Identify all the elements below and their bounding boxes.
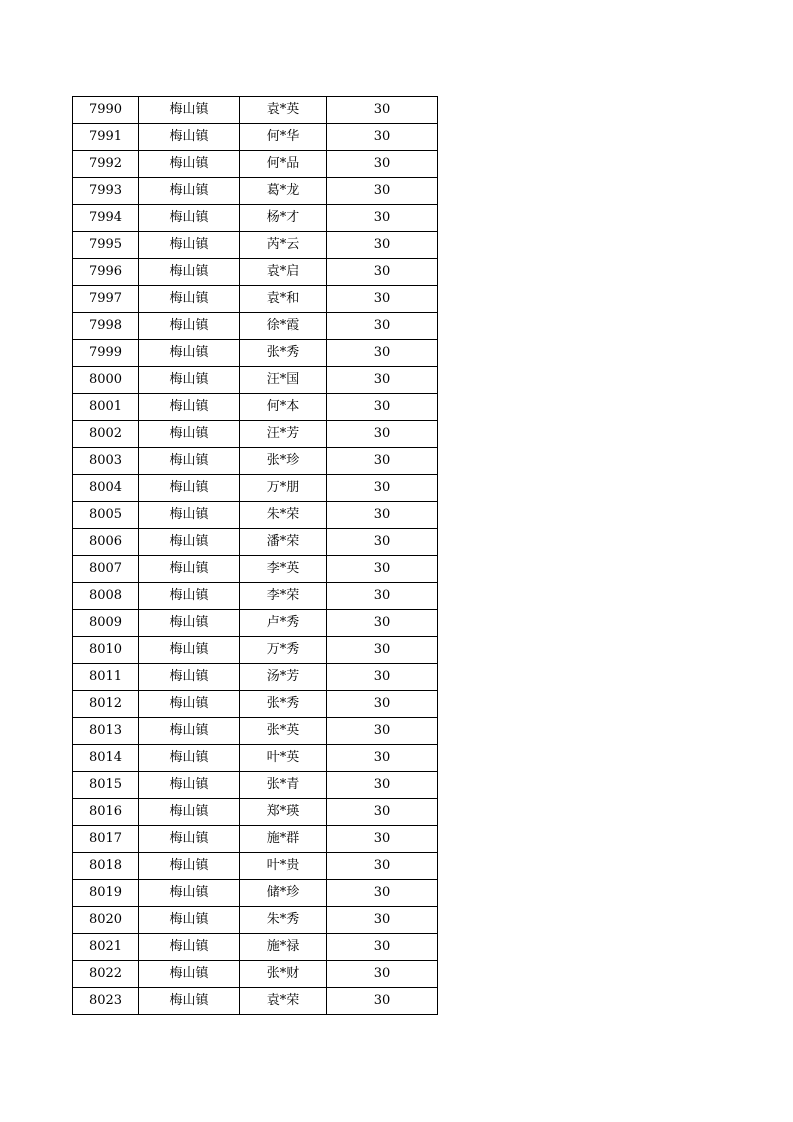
person-name-cell: 万*秀 [240,637,327,664]
row-number-cell: 7996 [73,259,139,286]
amount-cell: 30 [327,421,438,448]
amount-cell: 30 [327,988,438,1015]
amount-cell: 30 [327,583,438,610]
town-cell: 梅山镇 [139,205,240,232]
person-name-cell: 叶*英 [240,745,327,772]
person-name-cell: 朱*秀 [240,907,327,934]
row-number-cell: 8021 [73,934,139,961]
town-cell: 梅山镇 [139,556,240,583]
amount-cell: 30 [327,394,438,421]
table-row [73,205,438,232]
town-cell: 梅山镇 [139,529,240,556]
table-row [73,151,438,178]
row-number-cell: 8012 [73,691,139,718]
person-name-cell: 施*禄 [240,934,327,961]
person-name-cell: 朱*荣 [240,502,327,529]
person-name-cell: 潘*荣 [240,529,327,556]
amount-cell: 30 [327,691,438,718]
person-name-cell: 李*荣 [240,583,327,610]
town-cell: 梅山镇 [139,637,240,664]
table-row [73,610,438,637]
person-name-cell: 张*秀 [240,691,327,718]
table-row [73,259,438,286]
table-row [73,826,438,853]
amount-cell: 30 [327,610,438,637]
row-number-cell: 8007 [73,556,139,583]
person-name-cell: 袁*荣 [240,988,327,1015]
row-number-cell: 8001 [73,394,139,421]
person-name-cell: 张*珍 [240,448,327,475]
amount-cell: 30 [327,502,438,529]
person-name-cell: 何*品 [240,151,327,178]
town-cell: 梅山镇 [139,502,240,529]
row-number-cell: 7999 [73,340,139,367]
row-number-cell: 7993 [73,178,139,205]
town-cell: 梅山镇 [139,988,240,1015]
person-name-cell: 杨*才 [240,205,327,232]
table-row [73,475,438,502]
row-number-cell: 7997 [73,286,139,313]
amount-cell: 30 [327,259,438,286]
town-cell: 梅山镇 [139,664,240,691]
row-number-cell: 8000 [73,367,139,394]
row-number-cell: 8011 [73,664,139,691]
row-number-cell: 8014 [73,745,139,772]
town-cell: 梅山镇 [139,826,240,853]
table-row [73,880,438,907]
row-number-cell: 8022 [73,961,139,988]
town-cell: 梅山镇 [139,934,240,961]
town-cell: 梅山镇 [139,718,240,745]
town-cell: 梅山镇 [139,340,240,367]
table-body [73,97,438,1015]
amount-cell: 30 [327,313,438,340]
person-name-cell: 张*财 [240,961,327,988]
row-number-cell: 8018 [73,853,139,880]
table-row [73,178,438,205]
amount-cell: 30 [327,205,438,232]
amount-cell: 30 [327,475,438,502]
table-row [73,637,438,664]
table-row [73,583,438,610]
amount-cell: 30 [327,934,438,961]
row-number-cell: 8015 [73,772,139,799]
amount-cell: 30 [327,826,438,853]
amount-cell: 30 [327,340,438,367]
amount-cell: 30 [327,961,438,988]
town-cell: 梅山镇 [139,475,240,502]
row-number-cell: 7991 [73,124,139,151]
row-number-cell: 8009 [73,610,139,637]
row-number-cell: 8019 [73,880,139,907]
table-row [73,988,438,1015]
amount-cell: 30 [327,151,438,178]
town-cell: 梅山镇 [139,745,240,772]
amount-cell: 30 [327,907,438,934]
amount-cell: 30 [327,448,438,475]
person-name-cell: 袁*启 [240,259,327,286]
row-number-cell: 8010 [73,637,139,664]
person-name-cell: 张*青 [240,772,327,799]
town-cell: 梅山镇 [139,583,240,610]
table-row [73,448,438,475]
town-cell: 梅山镇 [139,421,240,448]
table-row [73,691,438,718]
table-row [73,529,438,556]
person-name-cell: 张*英 [240,718,327,745]
row-number-cell: 8016 [73,799,139,826]
town-cell: 梅山镇 [139,691,240,718]
person-name-cell: 叶*贵 [240,853,327,880]
table-row [73,745,438,772]
town-cell: 梅山镇 [139,880,240,907]
person-name-cell: 芮*云 [240,232,327,259]
table-row [73,394,438,421]
town-cell: 梅山镇 [139,124,240,151]
table-row [73,313,438,340]
table-row [73,367,438,394]
town-cell: 梅山镇 [139,448,240,475]
row-number-cell: 8002 [73,421,139,448]
town-cell: 梅山镇 [139,772,240,799]
amount-cell: 30 [327,853,438,880]
town-cell: 梅山镇 [139,853,240,880]
person-name-cell: 施*群 [240,826,327,853]
amount-cell: 30 [327,556,438,583]
town-cell: 梅山镇 [139,232,240,259]
town-cell: 梅山镇 [139,961,240,988]
town-cell: 梅山镇 [139,394,240,421]
row-number-cell: 8003 [73,448,139,475]
row-number-cell: 7992 [73,151,139,178]
person-name-cell: 汪*国 [240,367,327,394]
row-number-cell: 8005 [73,502,139,529]
town-cell: 梅山镇 [139,178,240,205]
table-row [73,340,438,367]
table-row [73,124,438,151]
table-row [73,772,438,799]
amount-cell: 30 [327,664,438,691]
amount-cell: 30 [327,745,438,772]
person-name-cell: 万*朋 [240,475,327,502]
person-name-cell: 何*本 [240,394,327,421]
row-number-cell: 8020 [73,907,139,934]
amount-cell: 30 [327,232,438,259]
row-number-cell: 7995 [73,232,139,259]
table-row [73,502,438,529]
row-number-cell: 8008 [73,583,139,610]
row-number-cell: 8023 [73,988,139,1015]
town-cell: 梅山镇 [139,313,240,340]
person-name-cell: 袁*和 [240,286,327,313]
table-row [73,556,438,583]
amount-cell: 30 [327,529,438,556]
amount-cell: 30 [327,367,438,394]
person-name-cell: 何*华 [240,124,327,151]
town-cell: 梅山镇 [139,286,240,313]
amount-cell: 30 [327,637,438,664]
table-row [73,718,438,745]
row-number-cell: 8017 [73,826,139,853]
person-name-cell: 李*英 [240,556,327,583]
amount-cell: 30 [327,286,438,313]
table-row [73,421,438,448]
person-name-cell: 张*秀 [240,340,327,367]
table-row [73,286,438,313]
table-row [73,853,438,880]
row-number-cell: 7994 [73,205,139,232]
table-row [73,232,438,259]
person-name-cell: 徐*霞 [240,313,327,340]
person-name-cell: 郑*瑛 [240,799,327,826]
row-number-cell: 8013 [73,718,139,745]
town-cell: 梅山镇 [139,259,240,286]
amount-cell: 30 [327,124,438,151]
table-row [73,799,438,826]
person-name-cell: 汪*芳 [240,421,327,448]
row-number-cell: 8004 [73,475,139,502]
amount-cell: 30 [327,178,438,205]
town-cell: 梅山镇 [139,367,240,394]
amount-cell: 30 [327,772,438,799]
town-cell: 梅山镇 [139,799,240,826]
row-number-cell: 8006 [73,529,139,556]
town-cell: 梅山镇 [139,610,240,637]
town-cell: 梅山镇 [139,151,240,178]
town-cell: 梅山镇 [139,907,240,934]
town-cell: 梅山镇 [139,97,240,124]
amount-cell: 30 [327,799,438,826]
row-number-cell: 7998 [73,313,139,340]
table-row [73,961,438,988]
person-name-cell: 储*珍 [240,880,327,907]
table-row [73,97,438,124]
table-row [73,664,438,691]
table-row [73,934,438,961]
table-row [73,907,438,934]
amount-cell: 30 [327,718,438,745]
person-name-cell: 葛*龙 [240,178,327,205]
person-name-cell: 袁*英 [240,97,327,124]
data-table [72,96,438,1015]
person-name-cell: 卢*秀 [240,610,327,637]
person-name-cell: 汤*芳 [240,664,327,691]
amount-cell: 30 [327,97,438,124]
row-number-cell: 7990 [73,97,139,124]
amount-cell: 30 [327,880,438,907]
